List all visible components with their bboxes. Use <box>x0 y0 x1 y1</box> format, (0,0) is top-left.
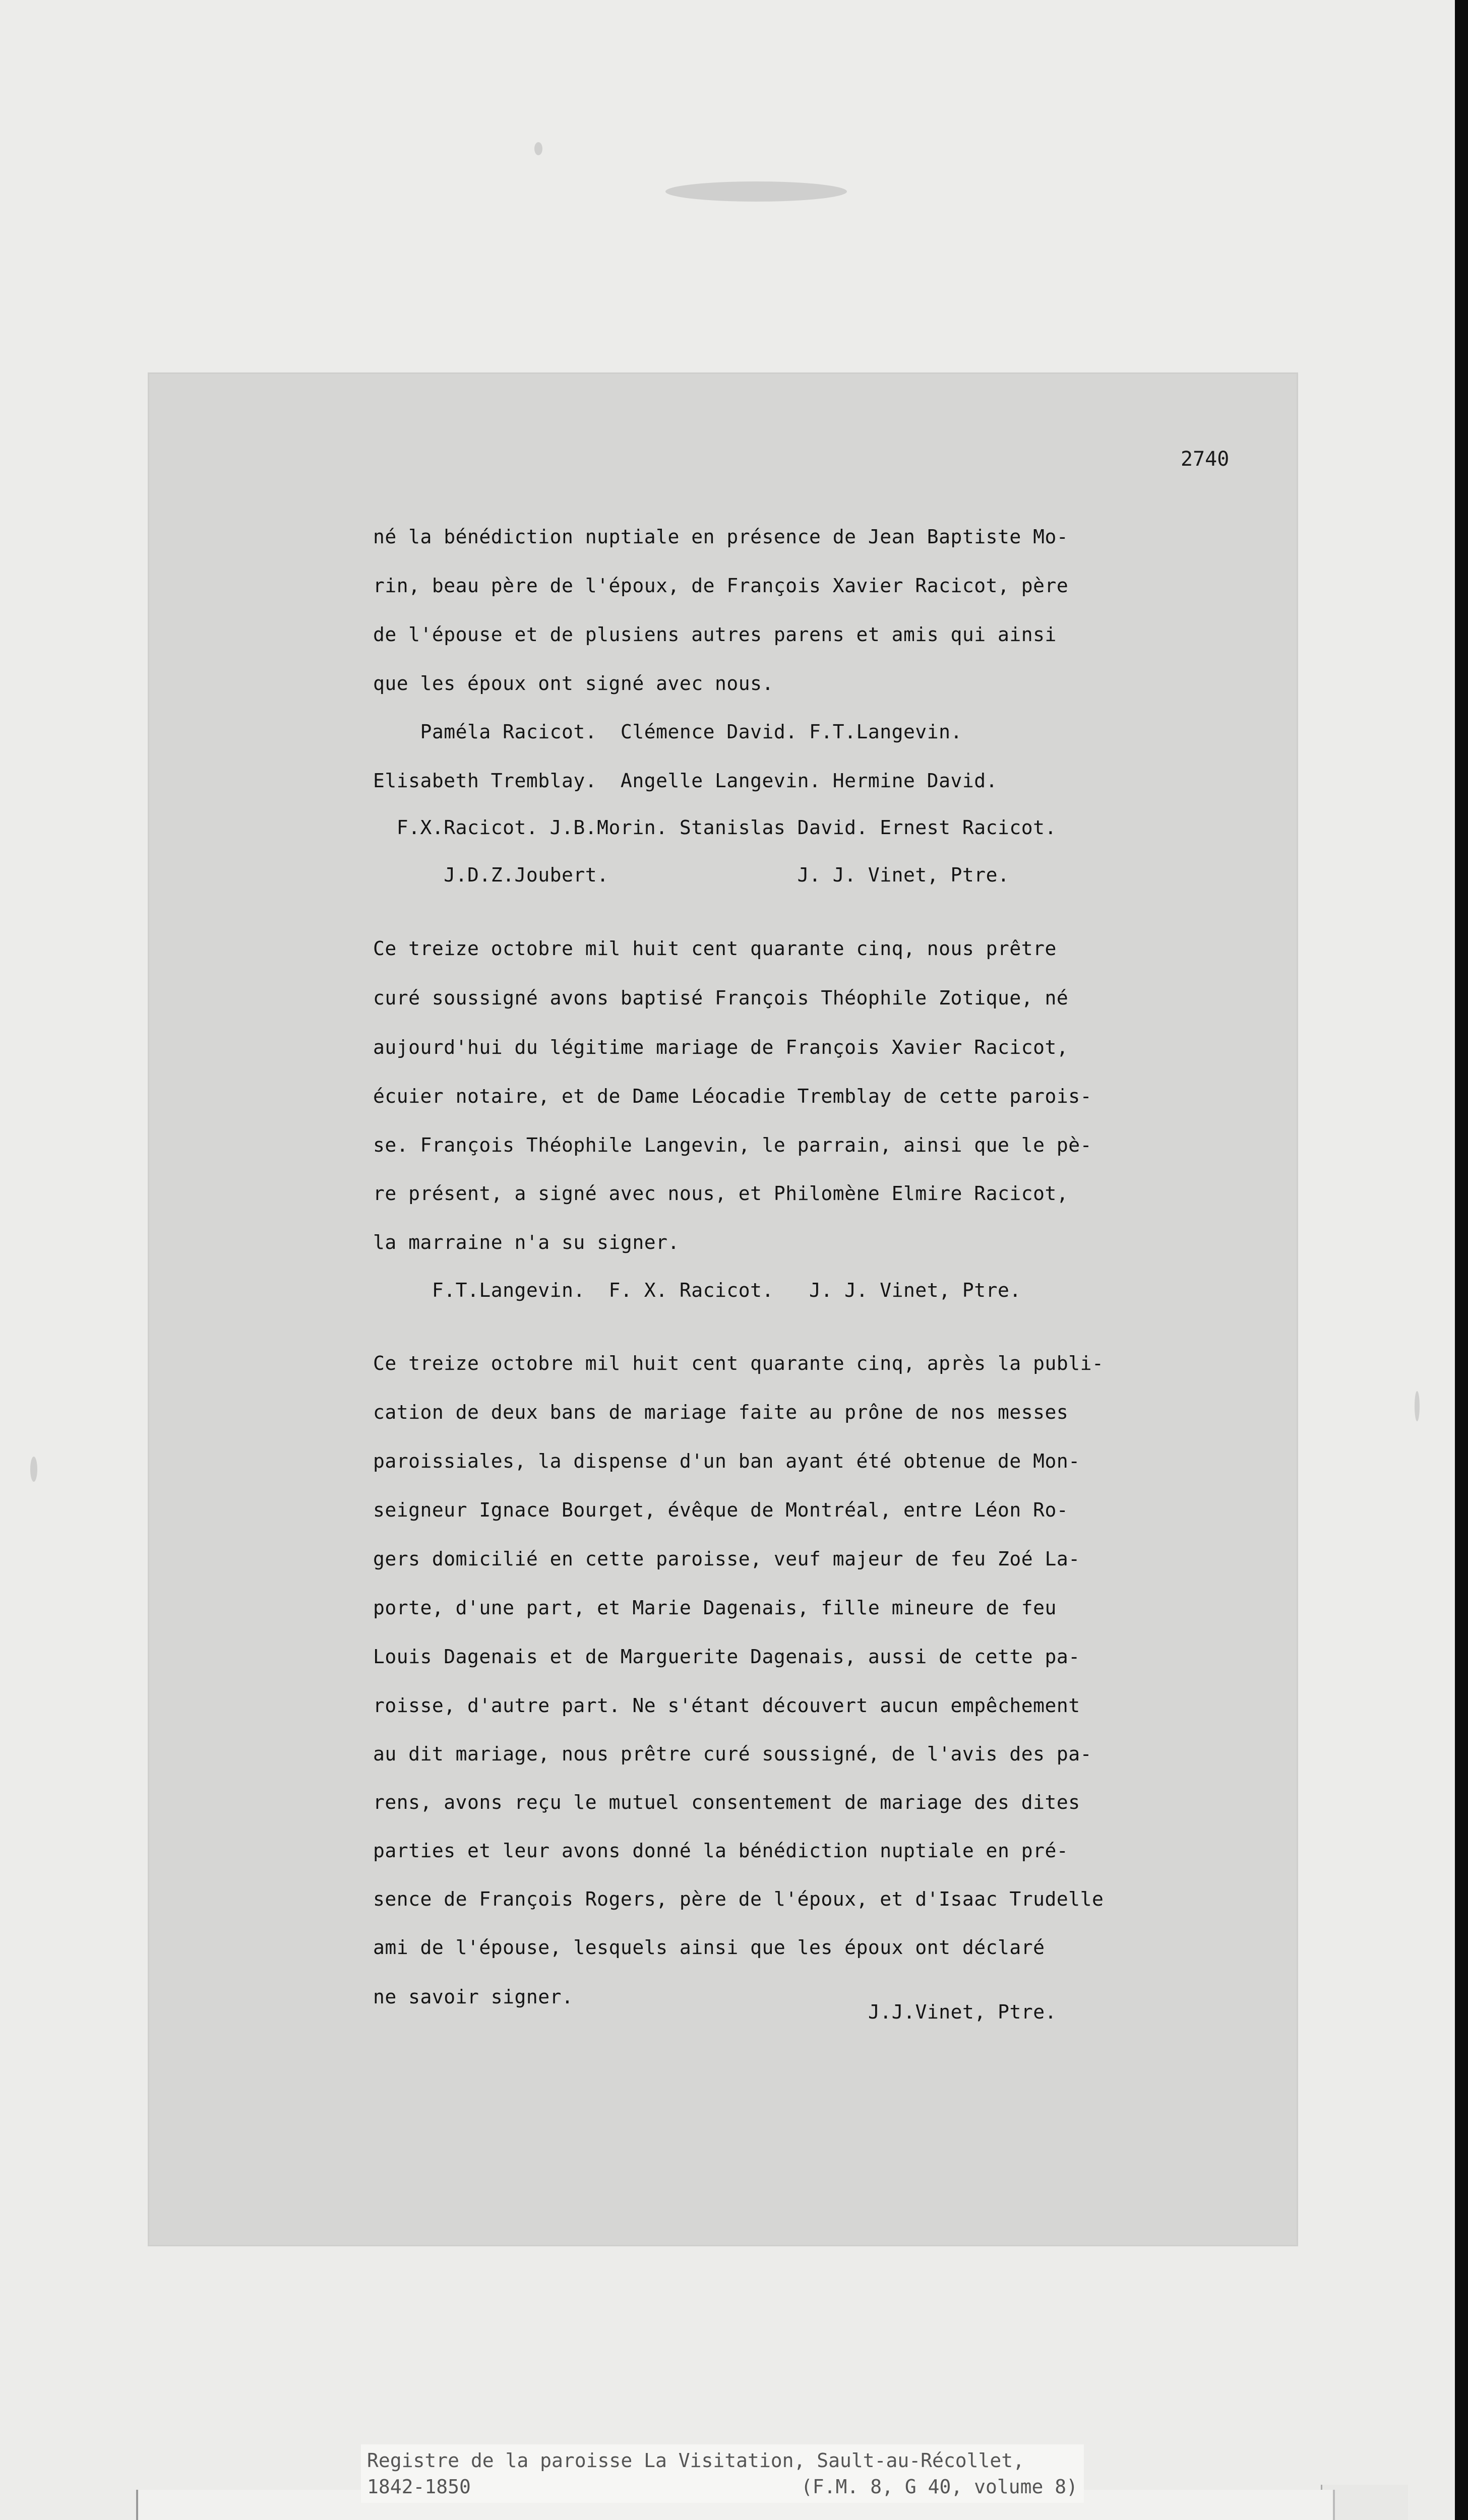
signature-line: J.J.Vinet, Ptre. <box>868 2001 1057 2023</box>
caption-years: 1842-1850 <box>367 2476 471 2498</box>
text-line: Ce treize octobre mil huit cent quarante cinq, nous prêtre <box>373 937 1057 960</box>
film-edge <box>1455 0 1468 2520</box>
text-line: cation de deux bans de mariage faite au prône de nos messes <box>373 1401 1069 1423</box>
text-line: rens, avons reçu le mutuel consentement de mariage des dites <box>373 1791 1080 1813</box>
archive-caption <box>361 2444 1084 2503</box>
text-line: ne savoir signer. <box>373 1986 574 2008</box>
text-line: rin, beau père de l'époux, de François Xavier Racicot, père <box>373 575 1069 597</box>
caption-line: Registre de la paroisse La Visitation, Sault-au-Récollet, <box>367 2449 1025 2472</box>
text-line: que les époux ont signé avec nous. <box>373 672 774 695</box>
signature-line: Elisabeth Tremblay. Angelle Langevin. Hermine David. <box>373 770 998 792</box>
text-line: Ce treize octobre mil huit cent quarante cinq, après la publi- <box>373 1352 1104 1374</box>
text-line: Louis Dagenais et de Marguerite Dagenais, aussi de cette pa- <box>373 1646 1080 1668</box>
text-line: seigneur Ignace Bourget, évêque de Montréal, entre Léon Ro- <box>373 1499 1069 1521</box>
signature-line: Paméla Racicot. Clémence David. F.T.Langevin. <box>373 721 962 743</box>
signature-line: J.D.Z.Joubert. J. J. Vinet, Ptre. <box>373 864 1010 886</box>
film-speck <box>1415 1391 1420 1421</box>
text-line: de l'épouse et de plusiens autres parens et amis qui ainsi <box>373 623 1057 646</box>
film-speck <box>534 142 542 155</box>
film-speck <box>665 181 847 202</box>
text-line: la marraine n'a su signer. <box>373 1231 680 1253</box>
text-line: parties et leur avons donné la bénédiction nuptiale en pré- <box>373 1840 1069 1862</box>
film-speck <box>30 1457 37 1482</box>
caption-reference: (F.M. 8, G 40, volume 8) <box>801 2476 1078 2498</box>
text-line: sence de François Rogers, père de l'époux, et d'Isaac Trudelle <box>373 1888 1104 1910</box>
text-line: porte, d'une part, et Marie Dagenais, fille mineure de feu <box>373 1597 1057 1619</box>
text-line: ami de l'épouse, lesquels ainsi que les époux ont déclaré <box>373 1936 1045 1959</box>
text-line: curé soussigné avons baptisé François Théophile Zotique, né <box>373 987 1069 1009</box>
text-line: écuier notaire, et de Dame Léocadie Tremblay de cette parois- <box>373 1085 1092 1107</box>
text-line: au dit mariage, nous prêtre curé soussigné, de l'avis des pa- <box>373 1743 1092 1765</box>
text-line: aujourd'hui du légitime mariage de François Xavier Racicot, <box>373 1036 1069 1058</box>
document-page <box>149 374 1297 2245</box>
text-line: roisse, d'autre part. Ne s'étant découvert aucun empêchement <box>373 1694 1080 1717</box>
text-line: re présent, a signé avec nous, et Philomène Elmire Racicot, <box>373 1182 1069 1205</box>
text-line: né la bénédiction nuptiale en présence de Jean Baptiste Mo- <box>373 526 1069 548</box>
page-number: 2740 <box>1181 448 1230 471</box>
text-line: se. François Théophile Langevin, le parrain, ainsi que le pè- <box>373 1134 1092 1156</box>
signature-line: F.T.Langevin. F. X. Racicot. J. J. Vinet, Ptre. <box>373 1279 1021 1301</box>
signature-line: F.X.Racicot. J.B.Morin. Stanislas David. Ernest Racicot. <box>373 816 1057 839</box>
text-line: gers domicilié en cette paroisse, veuf majeur de feu Zoé La- <box>373 1548 1080 1570</box>
caption-line <box>367 2474 1078 2500</box>
text-line: paroissiales, la dispense d'un ban ayant été obtenue de Mon- <box>373 1450 1080 1472</box>
